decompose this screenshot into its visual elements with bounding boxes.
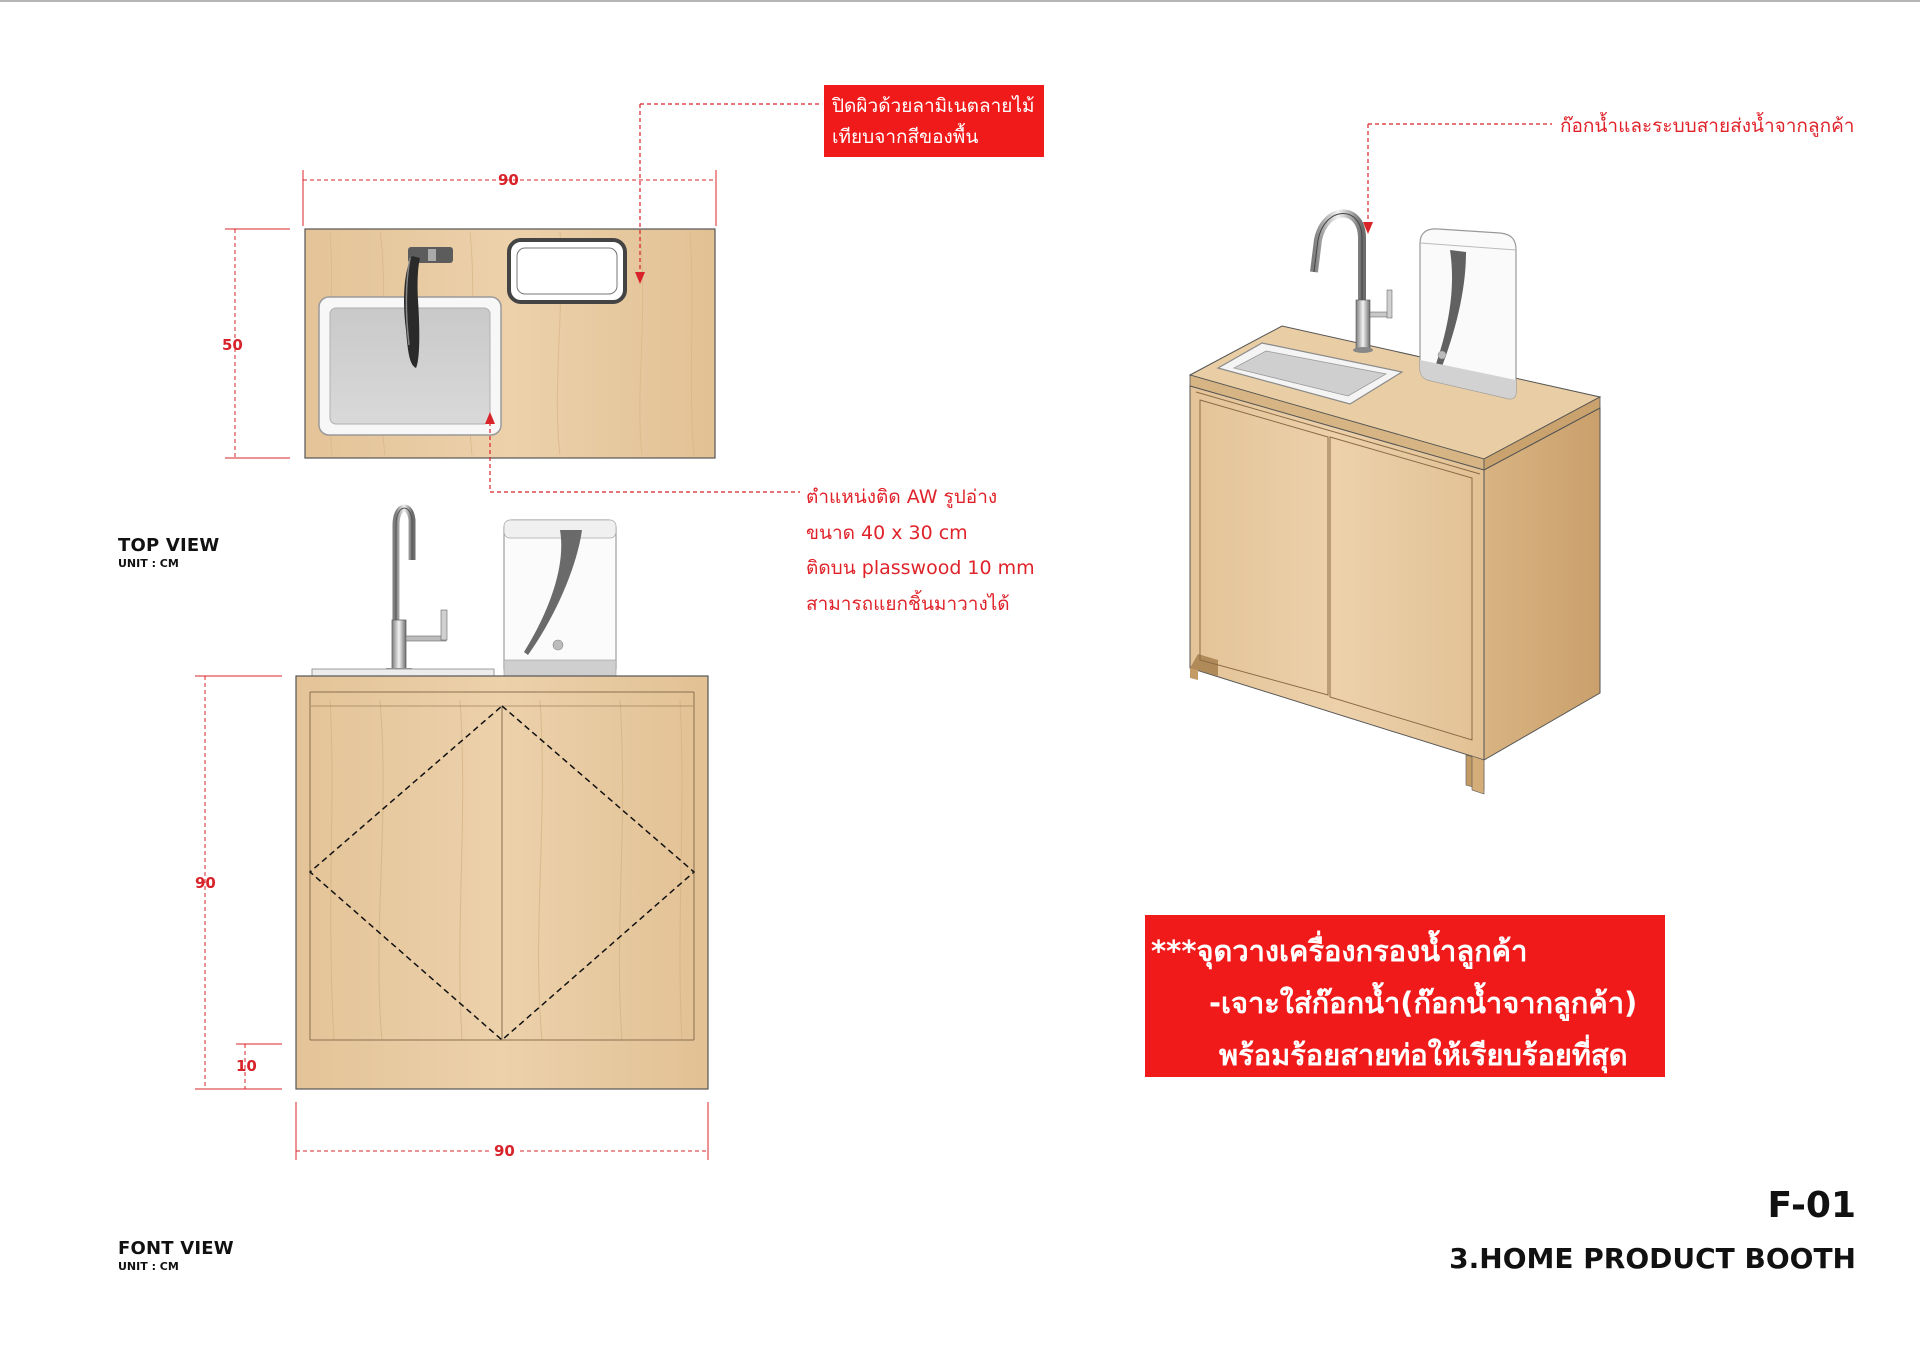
top-view-title: TOP VIEW <box>118 535 220 556</box>
perspective-cabinet-side <box>1484 408 1600 760</box>
laminate-note-line-2: เทียบจากสีของพื้น <box>832 126 979 148</box>
perspective-water-filter <box>1420 229 1516 399</box>
sink-note-line-1: ตำแหน่งติด AW รูปอ่าง <box>806 486 998 508</box>
front-view-title: FONT VIEW <box>118 1238 234 1259</box>
customer-filter-note-line-2: -เจาะใส่ก๊อกน้ำ(ก๊อกน้ำจากลูกค้า) <box>1209 986 1638 1020</box>
sheet-id: F-01 <box>1767 1185 1856 1226</box>
front-view-width-dimension: 90 <box>494 1142 515 1160</box>
customer-filter-note-line-3: พร้อมร้อยสายท่อให้เรียบร้อยที่สุด <box>1219 1038 1628 1072</box>
laminate-note-box <box>824 85 1044 157</box>
front-view-drawing <box>195 508 708 1160</box>
faucet-leader-line <box>1368 124 1552 224</box>
top-view-unit: UNIT : CM <box>118 557 179 570</box>
front-view-unit: UNIT : CM <box>118 1260 179 1273</box>
front-view-label <box>118 1238 234 1273</box>
front-view-faucet <box>386 508 447 674</box>
front-view-height-dimension: 90 <box>195 874 216 892</box>
booth-title: 3.HOME PRODUCT BOOTH <box>1449 1242 1856 1275</box>
laminate-note-line-1: ปิดผิวด้วยลามิเนตลายไม้ <box>832 95 1035 117</box>
top-view-depth-dimension: 50 <box>222 336 243 354</box>
front-view-water-filter <box>504 520 616 676</box>
perspective-faucet <box>1314 213 1392 353</box>
sink-position-note <box>806 480 1035 622</box>
top-view-width-dimension: 90 <box>498 171 519 189</box>
customer-filter-note-line-1: ***จุดวางเครื่องกรองน้ำลูกค้า <box>1151 934 1528 968</box>
front-view-plinth-dimension: 10 <box>236 1057 257 1075</box>
faucet-note: ก๊อกน้ำและระบบสายส่งน้ำจากลูกค้า <box>1560 115 1855 137</box>
sink-note-line-4: สามารถแยกชิ้นมาวางได้ <box>806 592 1010 615</box>
top-view-drawing <box>225 104 822 492</box>
customer-filter-note-box <box>1145 915 1665 1077</box>
sink-note-line-3: ติดบน plasswood 10 mm <box>806 557 1035 579</box>
front-view-sink-lip <box>312 669 494 676</box>
top-view-label <box>118 535 219 570</box>
perspective-view-drawing <box>1190 124 1600 794</box>
sink-note-line-2: ขนาด 40 x 30 cm <box>806 521 968 544</box>
